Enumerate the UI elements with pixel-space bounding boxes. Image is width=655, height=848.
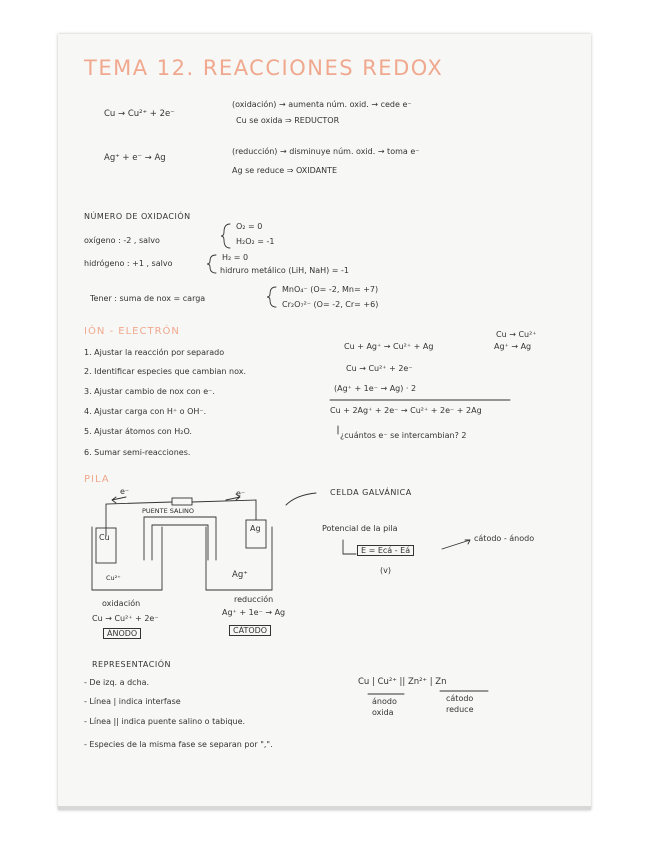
electron-arrow-right <box>226 494 240 500</box>
oxygen-exception-2: H₂O₂ = -1 <box>236 237 275 246</box>
cathode-equation: Ag⁺ + 1e⁻ → Ag <box>222 608 286 617</box>
pile-heading: PILA <box>84 474 110 485</box>
electron-arrow-left <box>112 497 126 503</box>
hydrogen-exception-1: H₂ = 0 <box>222 253 249 262</box>
step-5: 5. Ajustar átomos con H₂O. <box>84 427 192 436</box>
rule-same-phase: - Especies de la misma fase se separan por ",". <box>84 740 273 749</box>
oxidation-number-heading: NÚMERO DE OXIDACIÓN <box>84 212 191 221</box>
example-question: ¿cuántos e⁻ se intercambian? 2 <box>340 431 467 440</box>
electron-left-label: e⁻ <box>120 487 130 496</box>
charge-sum-example-2: Cr₂O₇²⁻ (O= -2, Cr= +6) <box>282 300 379 309</box>
hydrogen-rule: hidrógeno : +1 , salvo <box>84 259 173 268</box>
ion-right-label: Ag⁺ <box>232 570 248 580</box>
reduction-note: (reducción) → disminuye núm. oxid. → toma e⁻ <box>232 147 420 156</box>
reductor-note: Cu se oxida ⇒ REDUCTOR <box>236 116 340 125</box>
representation-heading: REPRESENTACIÓN <box>92 660 171 669</box>
right-electrode <box>246 520 266 548</box>
electrode-right-label: Ag <box>250 524 261 533</box>
step-1: 1. Ajustar la reacción por separado <box>84 348 225 357</box>
formula-arrow <box>442 540 470 549</box>
example-side-2: Ag⁺ → Ag <box>494 342 532 351</box>
galvanic-cell-label: CELDA GALVÁNICA <box>330 488 412 497</box>
step-6: 6. Sumar semi-reacciones. <box>84 448 191 457</box>
cathode-label: cátodo <box>446 694 474 703</box>
example-side-1: Cu → Cu²⁺ <box>496 330 537 339</box>
oxygen-exception-1: O₂ = 0 <box>236 222 263 231</box>
electrode-left-label: Cu <box>99 533 110 542</box>
bridge-cap <box>172 498 192 505</box>
example-half-2: (Ag⁺ + 1e⁻ → Ag) · 2 <box>334 384 417 393</box>
oxidation-note: (oxidación) → aumenta núm. oxid. → cede e⁻ <box>232 100 412 109</box>
anode-equation: Cu → Cu²⁺ + 2e⁻ <box>92 614 159 623</box>
example-sum: Cu + 2Ag⁺ + 2e⁻ → Cu²⁺ + 2e⁻ + 2Ag <box>330 406 482 415</box>
electron-right-label: e⁻ <box>236 489 246 498</box>
cell-arrow <box>286 493 316 505</box>
example-half-1: Cu → Cu²⁺ + 2e⁻ <box>346 364 413 373</box>
anode-process: oxidación <box>102 599 141 608</box>
step-2: 2. Identificar especies que cambian nox. <box>84 367 246 376</box>
cell-notation: Cu | Cu²⁺ || Zn²⁺ | Zn <box>358 677 447 687</box>
example-reaction: Cu + Ag⁺ → Cu²⁺ + Ag <box>344 342 434 351</box>
anode-sublabel: oxida <box>372 708 394 717</box>
potential-unit: (v) <box>380 566 391 575</box>
left-beaker <box>92 527 162 590</box>
oxidation-equation: Cu → Cu²⁺ + 2e⁻ <box>104 109 175 119</box>
ion-electron-heading: IÓN - ELECTRÓN <box>84 326 180 337</box>
salt-bridge <box>144 517 216 560</box>
page-title: TEMA 12. REACCIONES REDOX <box>84 56 444 80</box>
salt-bridge-label: PUENTE SALINO <box>142 507 194 515</box>
step-4: 4. Ajustar carga con H⁺ o OH⁻. <box>84 407 207 416</box>
cathode-sublabel: reduce <box>446 705 474 714</box>
reduction-equation: Ag⁺ + e⁻ → Ag <box>104 153 166 163</box>
hydrogen-brace <box>207 255 216 273</box>
anode-box: ÁNODO <box>103 628 141 639</box>
formula-note: cátodo - ánodo <box>474 534 535 543</box>
rule-direction: - De izq. a dcha. <box>84 678 150 687</box>
cathode-box: CÁTODO <box>229 625 271 636</box>
charge-sum-example-1: MnO₄⁻ (O= -2, Mn= +7) <box>282 285 379 294</box>
step-3: 3. Ajustar cambio de nox con e⁻. <box>84 387 215 396</box>
potential-formula: E = Ecá - Eá <box>357 545 414 556</box>
rule-salt-bridge: - Línea || indica puente salino o tabique. <box>84 717 246 726</box>
rule-interface: - Línea | indica interfase <box>84 697 181 706</box>
oxygen-brace <box>221 224 230 248</box>
oxidante-note: Ag se reduce ⇒ OXIDANTE <box>232 166 338 175</box>
ion-left-label: Cu²⁺ <box>106 574 121 582</box>
cell-potential-label: Potencial de la pila <box>322 524 398 533</box>
oxygen-rule: oxígeno : -2 , salvo <box>84 236 160 245</box>
formula-bracket <box>343 540 356 554</box>
cathode-process: reducción <box>234 595 274 604</box>
hydrogen-exception-2: hidruro metálico (LiH, NaH) = -1 <box>220 266 350 275</box>
charge-brace <box>267 287 276 307</box>
charge-sum-rule: Tener : suma de nox = carga <box>90 294 206 303</box>
anode-label: ánodo <box>372 697 397 706</box>
